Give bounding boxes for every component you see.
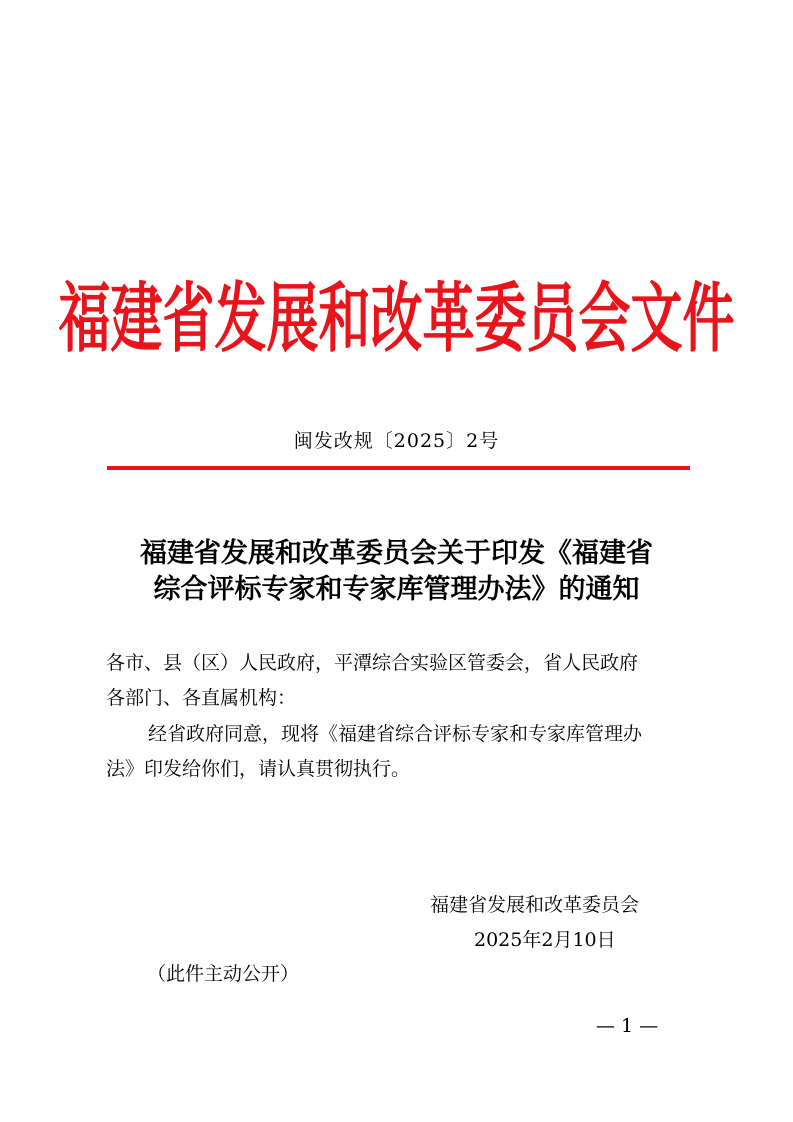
document-title bbox=[90, 536, 703, 608]
document-title-line-2: 综合评标专家和专家库管理办法》的通知 bbox=[153, 574, 640, 605]
addressee-line-2: 各部门、各直属机构： bbox=[106, 687, 297, 709]
issue-date: 2025年2月10日 bbox=[474, 929, 616, 951]
masthead-title: 福建省发展和改革委员会文件 bbox=[58, 275, 735, 364]
body-paragraph-line-1: 经省政府同意，现将《福建省综合评标专家和专家库管理办 bbox=[148, 723, 643, 745]
issuing-authority: 福建省发展和改革委员会 bbox=[430, 894, 640, 916]
document-number: 闽发改规〔2025〕2号 bbox=[293, 430, 500, 452]
page-number: — 1 — bbox=[596, 1015, 659, 1037]
disclosure-note: （此件主动公开） bbox=[147, 963, 300, 985]
body-paragraph-line-2: 法》印发给你们，请认真贯彻执行。 bbox=[106, 758, 411, 780]
document-title-line-1: 福建省发展和改革委员会关于印发《福建省 bbox=[140, 538, 653, 569]
addressee-line-1: 各市、县（区）人民政府，平潭综合实验区管委会，省人民政府 bbox=[106, 652, 639, 674]
red-divider-line bbox=[107, 466, 690, 470]
